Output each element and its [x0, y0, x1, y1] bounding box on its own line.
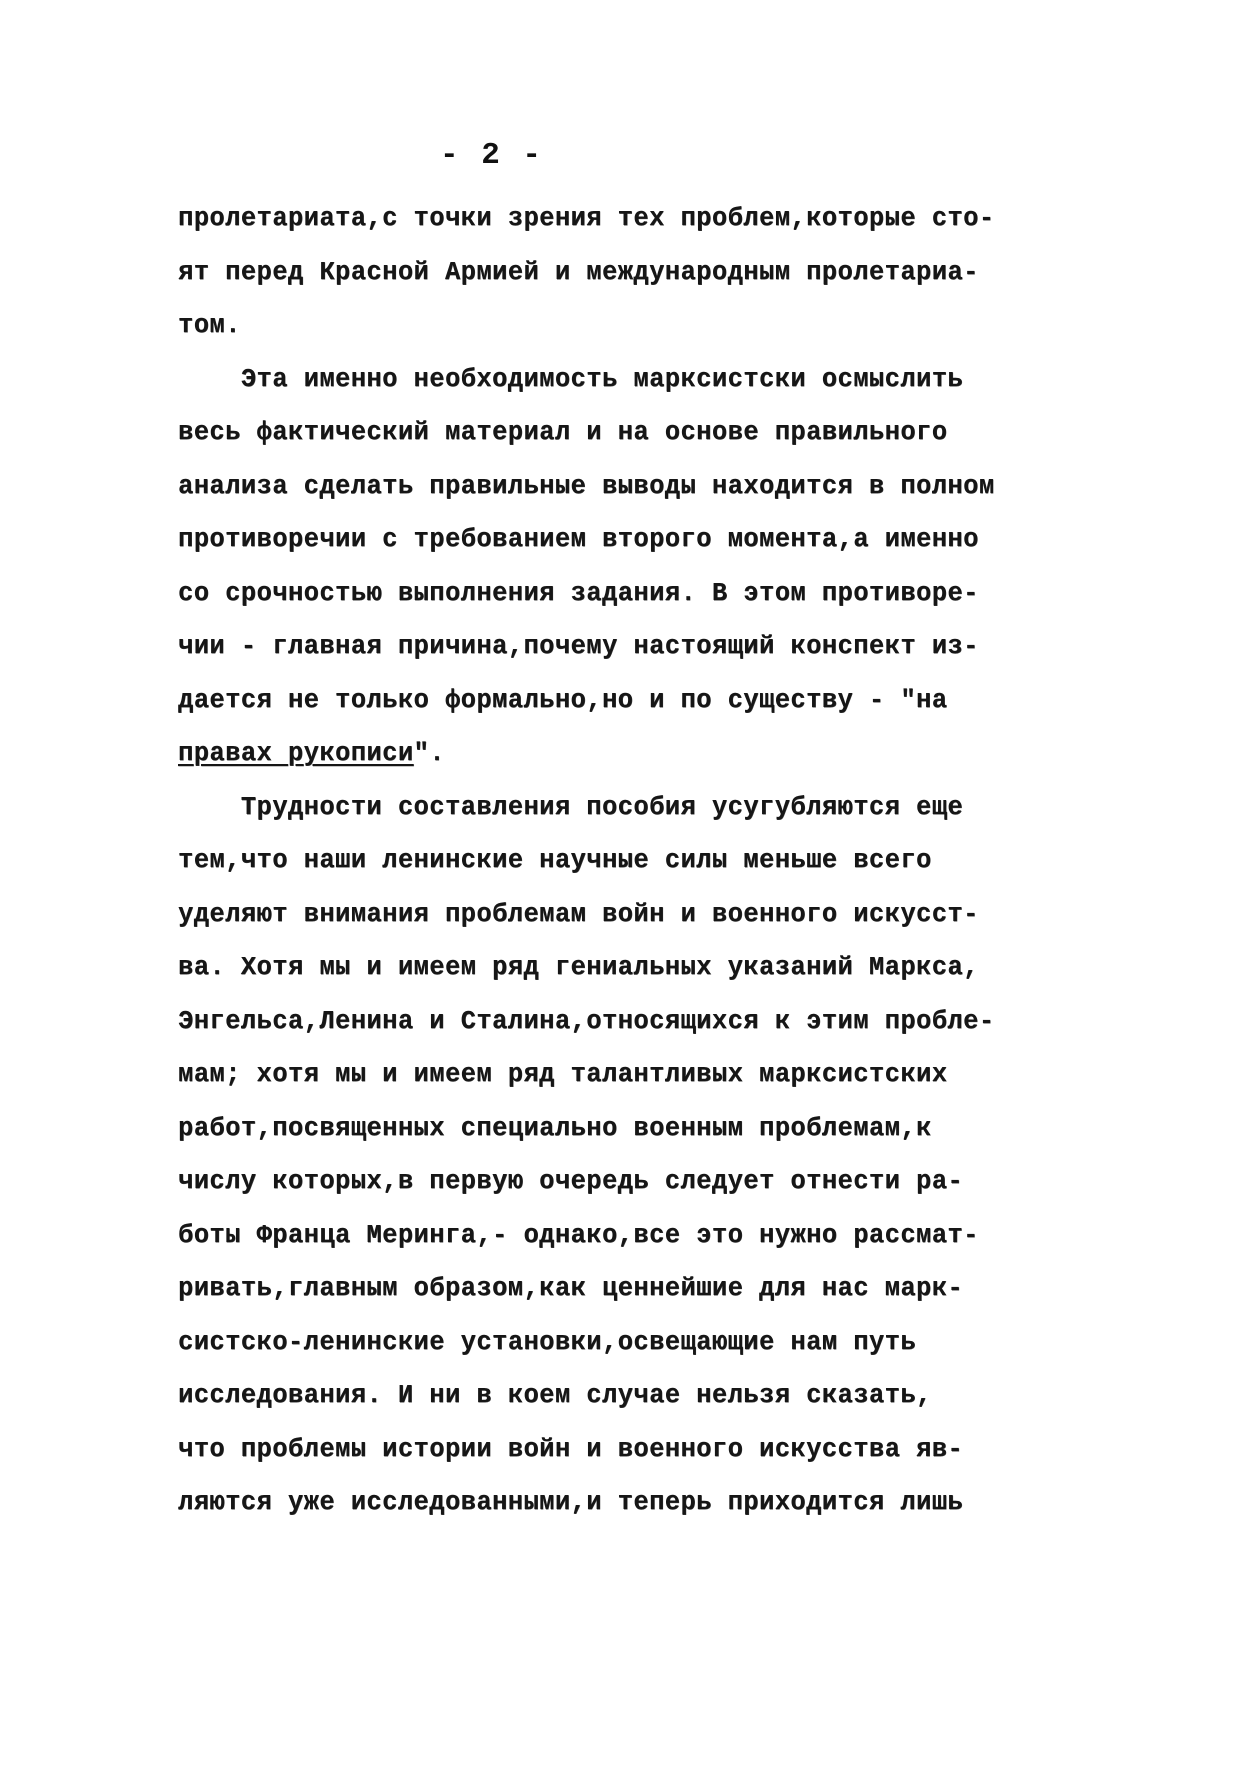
text-line-17: мам; хотя мы и имеем ряд талантливых марксистских [178, 1060, 948, 1089]
text-line-10: дается не только формально,но и по существу - "на [178, 685, 948, 715]
text-line-3: том. [178, 311, 241, 340]
text-line-9: чии - главная причина,почему настоящий конспект из- [178, 632, 979, 661]
body-text [178, 192, 1098, 1530]
text-line-7: противоречии с требованием второго момента,а именно [178, 525, 979, 554]
closing-quote: ". [413, 739, 445, 768]
text-line-19: числу которых,в первую очередь следует отнести ра- [178, 1167, 964, 1196]
text-line-11 [178, 727, 1098, 781]
text-line-23: исследования. И ни в коем случае нельзя сказать, [178, 1381, 932, 1410]
text-line-25: ляются уже исследованными,и теперь приходится лишь [178, 1488, 964, 1517]
text-line-21: ривать,главным образом,как ценнейшие для нас марк- [178, 1274, 964, 1303]
text-line-14: уделяют внимания проблемам войн и военного искусст- [178, 899, 979, 929]
text-line-13: тем,что наши ленинские научные силы меньше всего [178, 846, 932, 875]
page-number: - 2 - [440, 138, 544, 173]
text-line-5: весь фактический материал и на основе правильного [178, 418, 948, 447]
text-line-22: систско-ленинские установки,освещающие нам путь [178, 1327, 917, 1357]
text-line-8: со срочностью выполнения задания. В этом противоре- [178, 578, 979, 608]
text-line-15: ва. Хотя мы и имеем ряд гениальных указаний Маркса, [178, 953, 979, 982]
text-line-18: работ,посвященных специально военным проблемам,к [178, 1113, 932, 1143]
text-line-12: Трудности составления пособия усугубляются еще [178, 792, 964, 822]
text-line-16: Энгельса,Ленина и Сталина,относящихся к этим пробле- [178, 1006, 995, 1036]
text-line-20: боты Франца Меринга,- однако,все это нужно рассмат- [178, 1220, 979, 1250]
text-line-1: пролетариата,с точки зрения тех проблем,которые сто- [178, 204, 995, 233]
text-line-24: что проблемы истории войн и военного искусства яв- [178, 1434, 964, 1464]
text-line-6: анализа сделать правильные выводы находится в полном [178, 471, 995, 501]
text-line-4: Эта именно необходимость марксистски осмыслить [178, 364, 964, 394]
text-line-2: ят перед Красной Армией и международным пролетариа- [178, 257, 979, 287]
underlined-phrase: правах рукописи [178, 739, 414, 768]
